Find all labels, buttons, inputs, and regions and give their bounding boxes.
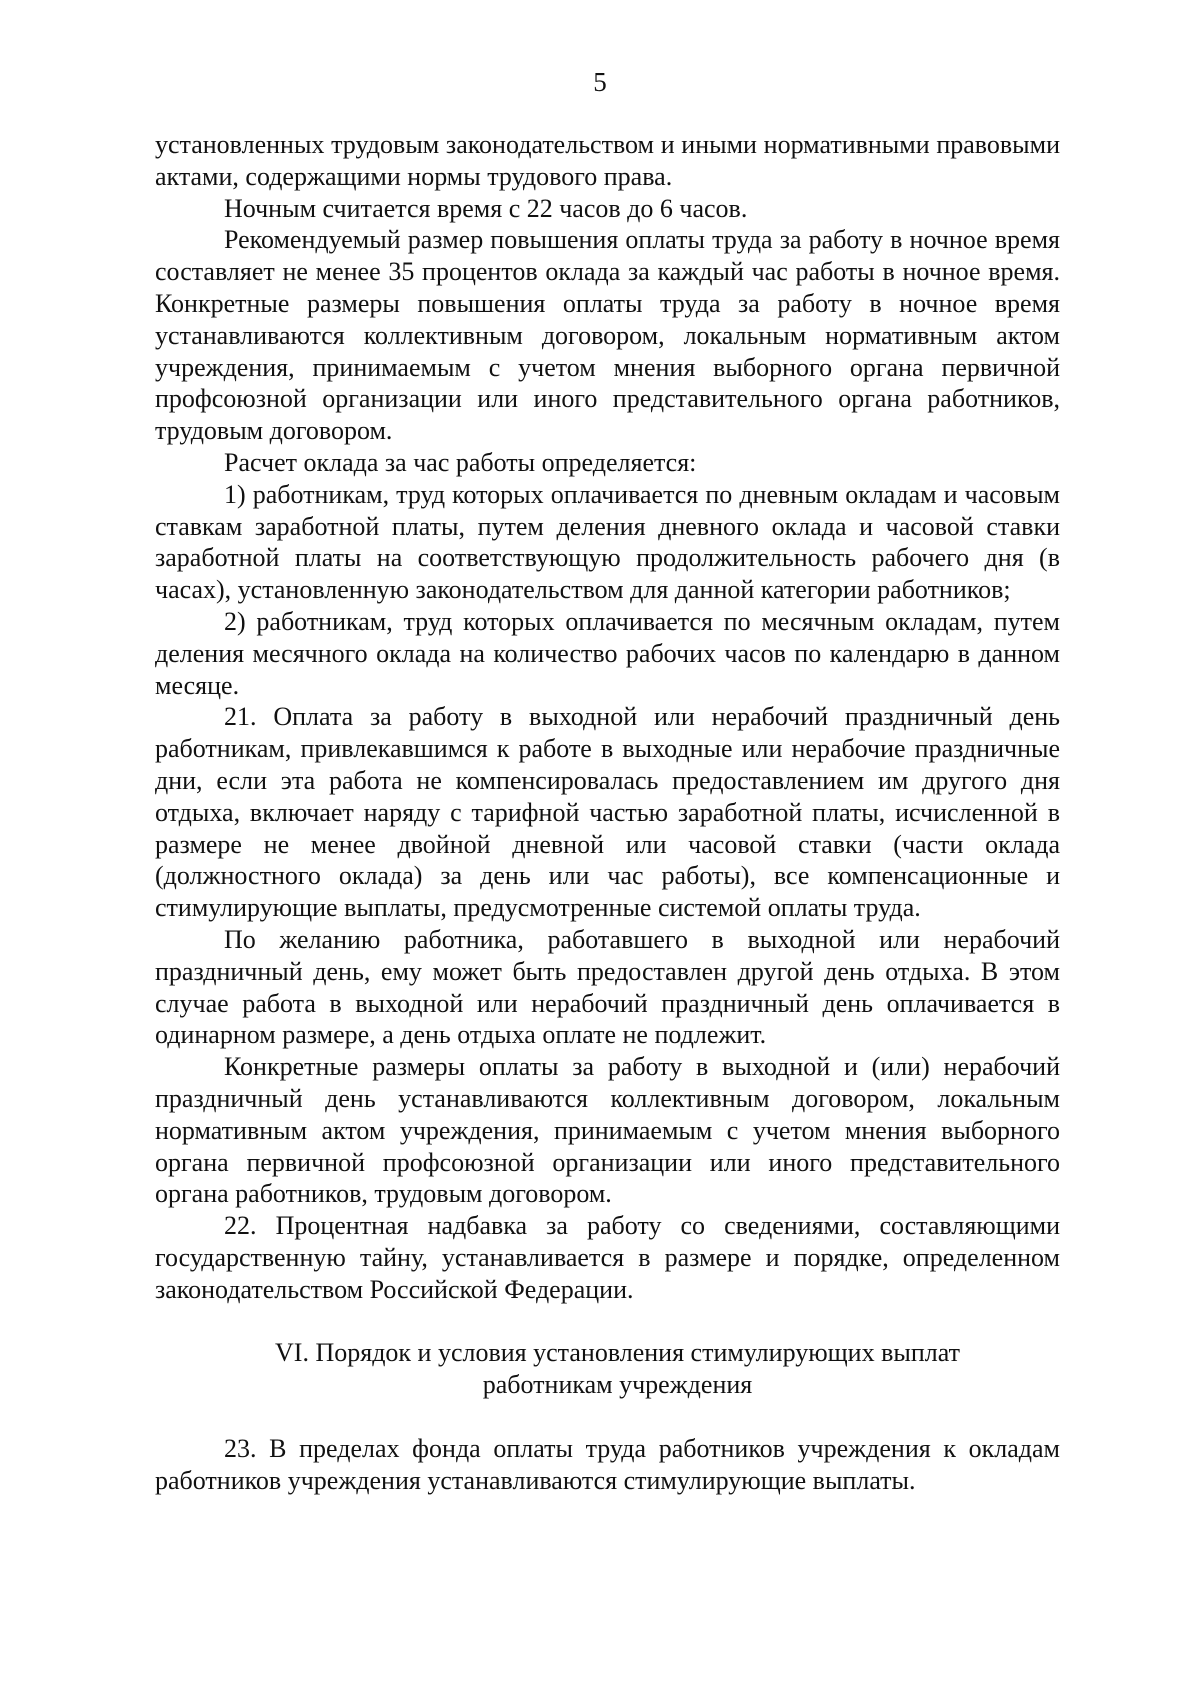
paragraph-item-23: 23. В пределах фонда оплаты труда работников учреждения к окладам работников учреждения устанавливаются стимулирующие выплаты. — [155, 1434, 1060, 1495]
paragraph-night-time: Ночным считается время с 22 часов до 6 часов. — [224, 193, 748, 223]
list-item-daily-hourly: 1) работникам, труд которых оплачивается по дневным окладам и часовым ставкам заработной платы, путем деления дневного оклада и часовой ставки заработной платы на соответствующую продолжительность рабочего дня (в часах), установленную законодательством для данной категории работников; — [155, 479, 1060, 605]
section-heading-line-2: работникам учреждения — [482, 1370, 753, 1400]
section-heading — [155, 1337, 1060, 1401]
document-body — [155, 129, 1060, 1497]
page-number: 5 — [593, 67, 607, 97]
paragraph-item-22: 22. Процентная надбавка за работу со сведениями, составляющими государственную тайну, устанавливается в размере и порядке, определенном законодательством Российской Федерации. — [155, 1211, 1060, 1304]
paragraph-item-21: 21. Оплата за работу в выходной или нерабочий праздничный день работникам, привлекавшимся к работе в выходные или нерабочие праздничные дни, если эта работа не компенсировалась предоставлением им другого дня отдыха, включает наряду с тарифной частью заработной платы, исчисленной в размере не менее двойной дневной или часовой ставки (части оклада (должностного оклада) за день или час работы), все компенсационные и стимулирующие выплаты, предусмотренные системой оплаты труда. — [155, 702, 1060, 923]
paragraph-continuation: установленных трудовым законодательством и иными нормативными правовыми актами, содержащими нормы трудового права. — [155, 130, 1060, 191]
paragraph-night-pay-rate: Рекомендуемый размер повышения оплаты труда за работу в ночное время составляет не менее 35 процентов оклада за каждый час работы в ночное время. Конкретные размеры повышения оплаты труда за работу в ночное время устанавливаются коллективным договором, локальным нормативным актом учреждения, принимаемым с учетом мнения выборного органа первичной профсоюзной организации или иного представительного органа работников, трудовым договором. — [155, 225, 1060, 446]
list-item-monthly: 2) работникам, труд которых оплачивается по месячным окладам, путем деления месячного оклада на количество рабочих часов по календарю в данном месяце. — [155, 606, 1060, 700]
paragraph-holiday-pay-amounts: Конкретные размеры оплаты за работу в выходной и (или) нерабочий праздничный день устанавливаются коллективным договором, локальным нормативным актом учреждения, принимаемым с учетом мнения выборного органа первичной профсоюзной организации или иного представительного органа работников, трудовым договором. — [155, 1052, 1060, 1209]
paragraph-hourly-calculation: Расчет оклада за час работы определяется: — [224, 447, 697, 477]
section-heading-line-1: VI. Порядок и условия установления стимулирующих выплат — [275, 1338, 960, 1368]
paragraph-day-off: По желанию работника, работавшего в выходной или нерабочий праздничный день, ему может быть предоставлен другой день отдыха. В этом случае работа в выходной или нерабочий праздничный день оплачивается в одинарном размере, а день отдыха оплате не подлежит. — [155, 924, 1060, 1050]
